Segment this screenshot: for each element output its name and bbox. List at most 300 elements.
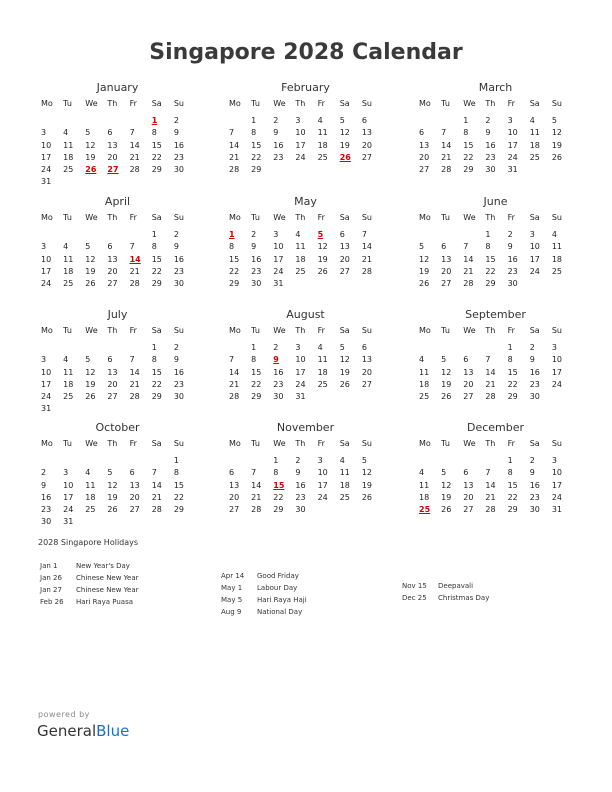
day-cell: 24 (63, 504, 74, 514)
day-cell: 11 (551, 242, 563, 252)
day-cell: 18 (63, 379, 74, 389)
day-cell: 19 (85, 379, 96, 389)
empty-day-cell (101, 176, 123, 188)
weekday-header: Th (485, 326, 496, 335)
weekday-header: Th (107, 99, 118, 108)
day-cell: 10 (295, 128, 306, 138)
day-cell: 15 (463, 140, 474, 150)
day-cell: 20 (339, 254, 350, 264)
weekday-header: Mo (41, 326, 53, 335)
day-cell: 13 (441, 254, 452, 264)
holiday-day-cell: 14 (129, 254, 141, 264)
day-cell: 21 (229, 379, 240, 389)
day-cell: 4 (295, 230, 301, 240)
weekday-header: Sa (529, 213, 540, 222)
day-cell: 29 (273, 504, 284, 514)
day-cell: 18 (317, 140, 328, 150)
month-november (223, 420, 378, 530)
day-cell: 22 (251, 152, 262, 162)
holiday-date: Jan 27 (40, 586, 62, 594)
day-cell: 29 (485, 278, 496, 288)
empty-day-cell (546, 278, 568, 290)
day-cell: 5 (339, 343, 345, 353)
month-name: August (286, 308, 325, 321)
day-cell: 29 (151, 164, 162, 174)
day-cell: 31 (507, 164, 518, 174)
day-cell: 27 (361, 379, 373, 389)
day-cell: 18 (295, 254, 306, 264)
day-cell: 11 (63, 140, 74, 150)
day-cell: 31 (295, 391, 306, 401)
day-cell: 10 (507, 128, 518, 138)
weekday-header: Sa (339, 99, 350, 108)
day-cell: 22 (251, 379, 262, 389)
empty-day-cell (101, 115, 123, 127)
day-cell: 11 (63, 254, 74, 264)
month-august (223, 307, 378, 417)
weekday-header: Sa (151, 439, 162, 448)
day-cell: 8 (251, 128, 257, 138)
day-cell: 14 (485, 367, 496, 377)
day-cell: 27 (107, 278, 118, 288)
weekday-header: Sa (529, 326, 540, 335)
weekday-header: Mo (229, 439, 241, 448)
holiday-name: Hari Raya Haji (257, 596, 307, 604)
day-cell: 28 (251, 504, 262, 514)
empty-day-cell (124, 229, 146, 241)
day-cell: 30 (173, 278, 185, 288)
day-cell: 11 (529, 128, 540, 138)
day-cell: 24 (41, 391, 52, 401)
day-cell: 22 (273, 492, 284, 502)
empty-day-cell (334, 504, 356, 516)
day-cell: 27 (463, 391, 474, 401)
empty-day-cell (79, 115, 101, 127)
holiday-date: Aug 9 (221, 608, 242, 616)
day-cell: 2 (41, 468, 47, 478)
day-cell: 26 (361, 492, 373, 502)
empty-day-cell (124, 516, 146, 528)
day-cell: 24 (317, 492, 328, 502)
day-cell: 30 (485, 164, 496, 174)
weekday-header: Su (551, 439, 562, 448)
holiday-day-cell: 27 (107, 164, 119, 174)
day-cell: 25 (551, 266, 563, 276)
holiday-row (402, 592, 489, 604)
day-cell: 31 (63, 517, 74, 527)
month-june (413, 194, 568, 304)
day-cell: 27 (441, 278, 452, 288)
empty-day-cell (435, 115, 457, 127)
day-cell: 10 (529, 242, 540, 252)
day-cell: 14 (251, 480, 262, 490)
empty-day-cell (57, 403, 79, 415)
day-cell: 14 (229, 367, 240, 377)
day-cell: 14 (463, 254, 474, 264)
day-cell: 6 (463, 468, 469, 478)
day-cell: 17 (273, 254, 284, 264)
day-cell: 12 (85, 254, 96, 264)
empty-day-cell (334, 164, 356, 176)
holiday-name: Deepavali (438, 582, 474, 590)
day-cell: 2 (507, 230, 513, 240)
day-cell: 6 (229, 468, 235, 478)
empty-day-cell (124, 342, 146, 354)
weekday-header: Sa (151, 326, 162, 335)
day-cell: 12 (361, 468, 373, 478)
empty-day-cell (413, 342, 435, 354)
empty-day-cell (413, 115, 435, 127)
weekday-header: Su (551, 213, 562, 222)
day-cell: 20 (129, 492, 140, 502)
day-cell: 25 (63, 391, 74, 401)
day-cell: 1 (273, 456, 279, 466)
day-cell: 23 (173, 379, 185, 389)
holiday-day-cell: 15 (273, 480, 285, 490)
holiday-date: May 5 (221, 596, 243, 604)
month-december (413, 420, 568, 530)
weekday-header: We (463, 213, 476, 222)
weekday-header: Th (295, 326, 306, 335)
day-cell: 28 (463, 278, 474, 288)
weekday-header: We (273, 213, 286, 222)
weekday-header: We (463, 99, 476, 108)
brand-part-blue: Blue (96, 722, 130, 740)
weekday-header: Th (485, 439, 496, 448)
day-cell: 27 (339, 266, 350, 276)
day-cell: 28 (361, 266, 373, 276)
weekday-header: Fr (507, 439, 515, 448)
day-cell: 13 (107, 254, 118, 264)
day-cell: 11 (317, 128, 328, 138)
day-cell: 25 (63, 164, 74, 174)
holiday-column (40, 560, 139, 608)
day-cell: 14 (229, 140, 240, 150)
day-cell: 13 (339, 242, 350, 252)
day-cell: 14 (485, 480, 496, 490)
empty-day-cell (312, 391, 334, 403)
day-cell: 25 (317, 152, 328, 162)
day-cell: 6 (419, 128, 425, 138)
holiday-name: Hari Raya Puasa (76, 598, 134, 606)
weekday-header: Mo (41, 439, 53, 448)
day-cell: 11 (419, 367, 430, 377)
day-cell: 29 (507, 504, 518, 514)
weekday-header: Tu (441, 326, 450, 335)
weekday-header: Su (361, 326, 372, 335)
day-cell: 9 (507, 242, 513, 252)
weekday-header: Tu (441, 99, 450, 108)
day-cell: 15 (251, 140, 262, 150)
day-cell: 26 (107, 504, 118, 514)
day-cell: 23 (485, 152, 496, 162)
day-cell: 15 (507, 367, 518, 377)
day-cell: 30 (173, 391, 185, 401)
day-cell: 18 (63, 266, 74, 276)
day-cell: 22 (151, 152, 162, 162)
day-cell: 19 (551, 140, 563, 150)
day-cell: 5 (361, 456, 367, 466)
day-cell: 9 (485, 128, 491, 138)
weekday-header: Tu (441, 213, 450, 222)
day-cell: 22 (507, 492, 518, 502)
day-cell: 20 (463, 492, 474, 502)
day-cell: 19 (107, 492, 118, 502)
day-cell: 7 (129, 128, 135, 138)
day-cell: 4 (63, 355, 69, 365)
empty-day-cell (356, 278, 378, 290)
day-cell: 14 (129, 367, 140, 377)
month-name: January (96, 81, 139, 94)
holiday-name: Christmas Day (438, 594, 490, 602)
day-cell: 9 (173, 128, 179, 138)
weekday-header: Th (485, 99, 496, 108)
day-cell: 19 (339, 367, 350, 377)
empty-day-cell (312, 504, 334, 516)
holiday-day-cell: 1 (151, 116, 158, 126)
day-cell: 7 (441, 128, 447, 138)
day-cell: 26 (317, 266, 328, 276)
day-cell: 15 (151, 254, 162, 264)
holiday-date: Nov 15 (402, 582, 427, 590)
day-cell: 4 (551, 230, 557, 240)
empty-day-cell (79, 342, 101, 354)
day-cell: 28 (229, 391, 240, 401)
day-cell: 16 (529, 480, 540, 490)
day-cell: 3 (317, 456, 323, 466)
day-cell: 24 (529, 266, 540, 276)
day-cell: 1 (251, 343, 257, 353)
day-cell: 16 (173, 140, 185, 150)
day-cell: 1 (463, 116, 469, 126)
day-cell: 26 (441, 391, 452, 401)
day-cell: 21 (441, 152, 452, 162)
day-cell: 17 (317, 480, 328, 490)
day-cell: 7 (129, 242, 135, 252)
day-cell: 24 (507, 152, 518, 162)
empty-day-cell (546, 164, 568, 176)
empty-day-cell (524, 164, 546, 176)
day-cell: 5 (441, 355, 447, 365)
day-cell: 24 (41, 164, 52, 174)
holiday-date: Apr 14 (221, 572, 245, 580)
day-cell: 5 (85, 355, 91, 365)
holiday-name: Labour Day (257, 584, 298, 592)
day-cell: 20 (419, 152, 430, 162)
month-october (35, 420, 190, 530)
day-cell: 28 (441, 164, 452, 174)
weekday-header: Fr (507, 99, 515, 108)
day-cell: 9 (529, 355, 535, 365)
day-cell: 6 (129, 468, 135, 478)
day-cell: 20 (441, 266, 452, 276)
empty-day-cell (101, 455, 123, 467)
empty-day-cell (479, 455, 501, 467)
weekday-header: Tu (63, 439, 72, 448)
empty-day-cell (79, 455, 101, 467)
day-cell: 30 (251, 278, 262, 288)
day-cell: 7 (361, 230, 367, 240)
day-cell: 3 (507, 116, 513, 126)
day-cell: 13 (419, 140, 430, 150)
empty-day-cell (124, 403, 146, 415)
month-september (413, 307, 568, 417)
day-cell: 16 (295, 480, 306, 490)
weekday-header: Fr (129, 326, 137, 335)
holiday-day-cell: 9 (273, 355, 279, 365)
day-cell: 11 (85, 480, 96, 490)
brand-part-general: General (37, 722, 97, 740)
weekday-header: Sa (151, 99, 162, 108)
weekday-header: Sa (529, 439, 540, 448)
day-cell: 24 (551, 379, 563, 389)
day-cell: 8 (151, 242, 157, 252)
empty-day-cell (312, 164, 334, 176)
empty-day-cell (79, 403, 101, 415)
day-cell: 27 (463, 504, 474, 514)
holiday-row (40, 584, 139, 596)
day-cell: 5 (339, 116, 345, 126)
day-cell: 27 (129, 504, 140, 514)
weekday-header: Su (173, 439, 184, 448)
day-cell: 12 (419, 254, 430, 264)
day-cell: 21 (129, 379, 140, 389)
weekday-header: Tu (63, 99, 72, 108)
day-cell: 1 (485, 230, 491, 240)
day-cell: 8 (507, 355, 513, 365)
day-cell: 16 (273, 140, 284, 150)
empty-day-cell (57, 115, 79, 127)
holiday-day-cell: 5 (317, 230, 324, 240)
day-cell: 13 (129, 480, 140, 490)
day-cell: 6 (361, 343, 367, 353)
empty-day-cell (334, 391, 356, 403)
holiday-column (221, 570, 307, 618)
day-cell: 31 (273, 278, 284, 288)
day-cell: 13 (107, 140, 118, 150)
day-cell: 24 (551, 492, 563, 502)
day-cell: 5 (107, 468, 113, 478)
weekday-header: Sa (339, 439, 350, 448)
holiday-name: Chinese New Year (76, 586, 139, 594)
day-cell: 31 (41, 177, 52, 187)
day-cell: 7 (229, 355, 235, 365)
day-cell: 9 (41, 480, 47, 490)
day-cell: 27 (229, 504, 240, 514)
day-cell: 10 (551, 355, 563, 365)
weekday-header: Mo (229, 326, 241, 335)
day-cell: 26 (441, 504, 452, 514)
holiday-day-cell: 25 (419, 504, 431, 514)
day-cell: 6 (107, 242, 113, 252)
weekday-header: Su (551, 326, 562, 335)
weekday-header: We (85, 326, 98, 335)
day-cell: 25 (317, 379, 328, 389)
day-cell: 27 (107, 391, 118, 401)
empty-day-cell (168, 176, 190, 188)
day-cell: 18 (419, 492, 430, 502)
weekday-header: Su (551, 99, 562, 108)
holiday-name: Chinese New Year (76, 574, 139, 582)
day-cell: 19 (361, 480, 373, 490)
day-cell: 12 (317, 242, 328, 252)
day-cell: 23 (173, 152, 185, 162)
holiday-row (221, 570, 307, 582)
empty-day-cell (146, 455, 168, 467)
day-cell: 15 (173, 480, 185, 490)
weekday-header: Sa (529, 99, 540, 108)
day-cell: 11 (419, 480, 430, 490)
day-cell: 29 (251, 391, 262, 401)
day-cell: 22 (229, 266, 240, 276)
empty-day-cell (57, 455, 79, 467)
weekday-header: Fr (507, 213, 515, 222)
day-cell: 8 (463, 128, 469, 138)
day-cell: 15 (229, 254, 240, 264)
day-cell: 3 (529, 230, 535, 240)
day-cell: 21 (129, 266, 140, 276)
day-cell: 26 (551, 152, 563, 162)
day-cell: 19 (317, 254, 328, 264)
day-cell: 6 (107, 128, 113, 138)
empty-day-cell (546, 391, 568, 403)
day-cell: 2 (173, 230, 179, 240)
month-name: April (104, 195, 131, 208)
weekday-header: Mo (41, 213, 53, 222)
day-cell: 20 (463, 379, 474, 389)
day-cell: 6 (361, 116, 367, 126)
day-cell: 17 (507, 140, 518, 150)
day-cell: 10 (41, 140, 52, 150)
holiday-date: Jan 26 (40, 574, 62, 582)
day-cell: 14 (361, 242, 373, 252)
day-cell: 17 (551, 367, 563, 377)
empty-day-cell (35, 342, 57, 354)
empty-day-cell (289, 164, 311, 176)
day-cell: 17 (295, 140, 306, 150)
day-cell: 20 (107, 152, 118, 162)
day-cell: 14 (441, 140, 452, 150)
day-cell: 3 (551, 343, 557, 353)
day-cell: 4 (63, 242, 69, 252)
day-cell: 19 (85, 266, 96, 276)
day-cell: 12 (441, 367, 452, 377)
day-cell: 12 (85, 367, 96, 377)
day-cell: 12 (107, 480, 118, 490)
holiday-name: National Day (257, 608, 303, 616)
day-cell: 3 (551, 456, 557, 466)
day-cell: 11 (295, 242, 306, 252)
page-title: Singapore 2028 Calendar (149, 40, 463, 65)
day-cell: 2 (295, 456, 301, 466)
day-cell: 18 (317, 367, 328, 377)
day-cell: 4 (85, 468, 91, 478)
empty-day-cell (124, 455, 146, 467)
empty-day-cell (124, 115, 146, 127)
day-cell: 3 (295, 343, 301, 353)
day-cell: 8 (251, 355, 257, 365)
day-cell: 7 (485, 355, 491, 365)
weekday-header: Th (295, 439, 306, 448)
empty-day-cell (312, 278, 334, 290)
day-cell: 2 (529, 456, 535, 466)
empty-day-cell (223, 115, 245, 127)
empty-day-cell (124, 176, 146, 188)
day-cell: 7 (251, 468, 257, 478)
day-cell: 4 (529, 116, 535, 126)
empty-day-cell (168, 516, 190, 528)
weekday-header: We (85, 213, 98, 222)
